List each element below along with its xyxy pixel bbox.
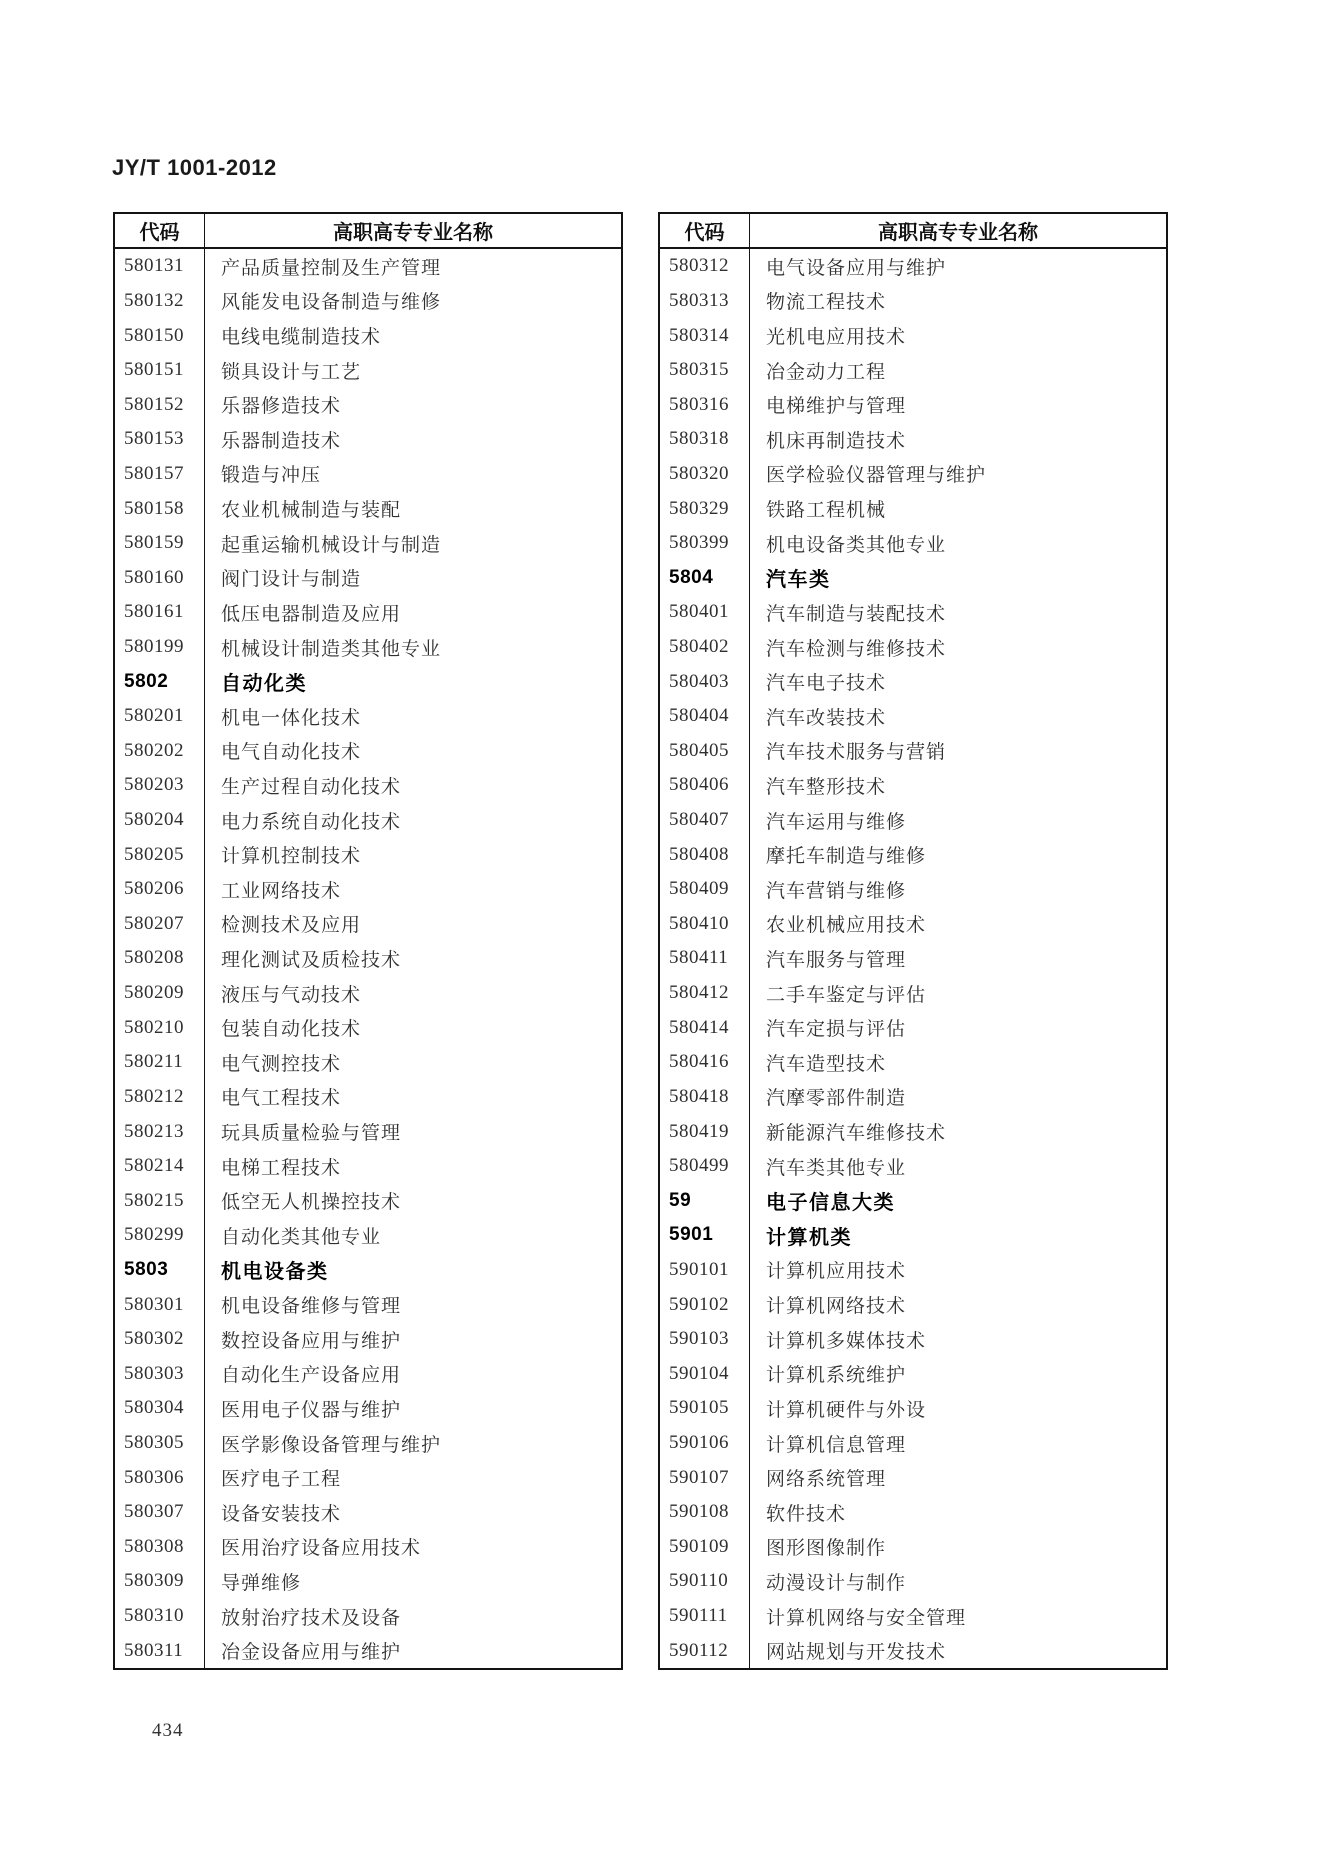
major-name-cell: 机电设备类其他专业: [766, 534, 947, 556]
major-code-cell: 5901: [660, 1218, 750, 1253]
major-code-cell: 580304: [115, 1391, 205, 1426]
major-name-cell: 乐器制造技术: [221, 430, 342, 452]
table-row: [115, 1218, 621, 1253]
major-name-cell: 自动化生产设备应用: [221, 1365, 402, 1387]
major-name-cell: 计算机类: [766, 1226, 852, 1249]
table-row: [115, 734, 621, 769]
table-row: [660, 1114, 1166, 1149]
table-row: [115, 1564, 621, 1599]
major-code-cell: 580309: [115, 1564, 205, 1599]
table-row: [660, 699, 1166, 734]
table-row: [115, 560, 621, 595]
name-column-header: 高职高专专业名称: [878, 222, 1038, 244]
major-code-cell: 580303: [115, 1357, 205, 1392]
table-row: [660, 630, 1166, 665]
table-row: [660, 837, 1166, 872]
major-name-cell: 汽车制造与装配技术: [766, 603, 947, 625]
table-row: [115, 318, 621, 353]
table-row: [115, 768, 621, 803]
major-code-cell: 580302: [115, 1322, 205, 1357]
major-name-cell: 计算机网络与安全管理: [766, 1607, 967, 1629]
table-row: [660, 560, 1166, 595]
major-name-cell: 电线电缆制造技术: [221, 327, 382, 349]
major-name-cell: 汽车营销与维修: [766, 880, 907, 902]
major-name-cell: 冶金设备应用与维护: [221, 1642, 402, 1664]
major-name-cell: 锁具设计与工艺: [221, 361, 362, 383]
major-code-cell: 580131: [115, 249, 205, 284]
major-code-cell: 580418: [660, 1080, 750, 1115]
table-row: [660, 353, 1166, 388]
major-name-cell: 生产过程自动化技术: [221, 776, 402, 798]
major-name-cell: 农业机械应用技术: [766, 915, 927, 937]
major-code-cell: 580305: [115, 1426, 205, 1461]
major-code-cell: 580208: [115, 941, 205, 976]
major-name-cell: 电梯工程技术: [221, 1157, 342, 1179]
major-name-cell: 汽车类其他专业: [766, 1157, 907, 1179]
major-code-cell: 590110: [660, 1564, 750, 1599]
major-name-cell: 乐器修造技术: [221, 396, 342, 418]
table-row: [115, 872, 621, 907]
major-name-cell: 工业网络技术: [221, 880, 342, 902]
table-row: [115, 1633, 621, 1668]
major-code-cell: 580320: [660, 457, 750, 492]
major-code-cell: 580419: [660, 1114, 750, 1149]
major-name-cell: 玩具质量检验与管理: [221, 1123, 402, 1145]
major-name-cell: 汽车整形技术: [766, 776, 887, 798]
major-name-cell: 阀门设计与制造: [221, 569, 362, 591]
table-row: [115, 1391, 621, 1426]
table-row: [660, 595, 1166, 630]
major-name-cell: 冶金动力工程: [766, 361, 887, 383]
major-name-cell: 汽摩零部件制造: [766, 1088, 907, 1110]
table-row: [660, 768, 1166, 803]
table-header-row: [660, 214, 1166, 249]
table-row: [660, 387, 1166, 422]
major-name-cell: 机电设备类: [221, 1261, 329, 1284]
major-name-cell: 医用电子仪器与维护: [221, 1399, 402, 1421]
table-row: [115, 941, 621, 976]
table-row: [660, 1564, 1166, 1599]
major-code-cell: 580158: [115, 491, 205, 526]
major-code-cell: 590104: [660, 1357, 750, 1392]
table-row: [660, 1322, 1166, 1357]
major-code-cell: 580203: [115, 768, 205, 803]
table-row: [660, 872, 1166, 907]
major-code-cell: 580408: [660, 837, 750, 872]
major-code-cell: 580306: [115, 1460, 205, 1495]
major-code-cell: 580209: [115, 976, 205, 1011]
table-row: [660, 1183, 1166, 1218]
table-row: [660, 664, 1166, 699]
standard-code: JY/T 1001-2012: [112, 155, 277, 180]
major-code-cell: 580205: [115, 837, 205, 872]
major-name-cell: 计算机多媒体技术: [766, 1330, 927, 1352]
major-name-cell: 放射治疗技术及设备: [221, 1607, 402, 1629]
table-row: [115, 803, 621, 838]
major-code-cell: 590105: [660, 1391, 750, 1426]
table-row: [115, 1253, 621, 1288]
table-row: [115, 1426, 621, 1461]
major-code-cell: 580307: [115, 1495, 205, 1530]
table-row: [115, 1080, 621, 1115]
table-row: [660, 976, 1166, 1011]
major-code-cell: 590109: [660, 1530, 750, 1565]
major-name-cell: 医疗电子工程: [221, 1469, 342, 1491]
table-row: [660, 284, 1166, 319]
table-row: [115, 1114, 621, 1149]
major-code-cell: 580310: [115, 1599, 205, 1634]
major-name-cell: 汽车检测与维修技术: [766, 638, 947, 660]
major-code-cell: 59: [660, 1183, 750, 1218]
major-code-cell: 590111: [660, 1599, 750, 1634]
major-name-cell: 农业机械制造与装配: [221, 500, 402, 522]
table-row: [115, 457, 621, 492]
major-code-cell: 580152: [115, 387, 205, 422]
table-row: [115, 595, 621, 630]
table-row: [115, 1149, 621, 1184]
code-column-header: 代码: [115, 214, 205, 247]
major-code-cell: 580499: [660, 1149, 750, 1184]
major-name-cell: 汽车服务与管理: [766, 949, 907, 971]
major-code-cell: 580416: [660, 1045, 750, 1080]
major-name-cell: 医用治疗设备应用技术: [221, 1538, 422, 1560]
table-row: [660, 249, 1166, 284]
major-code-cell: 590103: [660, 1322, 750, 1357]
major-code-cell: 580401: [660, 595, 750, 630]
major-name-cell: 计算机硬件与外设: [766, 1399, 927, 1421]
table-row: [660, 526, 1166, 561]
table-row: [115, 1530, 621, 1565]
major-code-cell: 580404: [660, 699, 750, 734]
major-code-cell: 590107: [660, 1460, 750, 1495]
major-name-cell: 自动化类: [221, 673, 307, 696]
major-name-cell: 图形图像制作: [766, 1538, 887, 1560]
major-code-cell: 580160: [115, 560, 205, 595]
major-code-cell: 580201: [115, 699, 205, 734]
major-code-cell: 580301: [115, 1287, 205, 1322]
table-row: [115, 699, 621, 734]
major-name-cell: 计算机网络技术: [766, 1296, 907, 1318]
major-code-cell: 580211: [115, 1045, 205, 1080]
table-row: [660, 457, 1166, 492]
major-name-cell: 电气设备应用与维护: [766, 257, 947, 279]
major-name-cell: 铁路工程机械: [766, 500, 887, 522]
table-row: [115, 1183, 621, 1218]
table-row: [660, 1287, 1166, 1322]
major-name-cell: 机械设计制造类其他专业: [221, 638, 442, 660]
major-name-cell: 计算机信息管理: [766, 1434, 907, 1456]
table-body-left: [115, 249, 621, 1668]
table-row: [115, 1599, 621, 1634]
major-name-cell: 电力系统自动化技术: [221, 811, 402, 833]
table-row: [115, 1045, 621, 1080]
table-row: [115, 1287, 621, 1322]
table-row: [115, 1495, 621, 1530]
major-code-cell: 580318: [660, 422, 750, 457]
table-row: [115, 353, 621, 388]
table-row: [660, 1530, 1166, 1565]
major-name-cell: 汽车类: [766, 569, 831, 592]
code-column-header: 代码: [660, 214, 750, 247]
major-code-cell: 580207: [115, 907, 205, 942]
table-row: [115, 1460, 621, 1495]
major-name-cell: 网络系统管理: [766, 1469, 887, 1491]
table-row: [660, 907, 1166, 942]
table-row: [115, 491, 621, 526]
major-name-cell: 电气自动化技术: [221, 742, 362, 764]
major-name-cell: 医学检验仪器管理与维护: [766, 465, 987, 487]
table-row: [660, 803, 1166, 838]
major-code-cell: 580412: [660, 976, 750, 1011]
major-code-cell: 580150: [115, 318, 205, 353]
major-table-left: [113, 212, 623, 1670]
major-code-cell: 580329: [660, 491, 750, 526]
major-name-cell: 软件技术: [766, 1503, 847, 1525]
major-code-cell: 580406: [660, 768, 750, 803]
major-code-cell: 580210: [115, 1010, 205, 1045]
major-name-cell: 电气测控技术: [221, 1053, 342, 1075]
major-name-cell: 电梯维护与管理: [766, 396, 907, 418]
table-row: [660, 941, 1166, 976]
major-code-cell: 580153: [115, 422, 205, 457]
major-name-cell: 导弹维修: [221, 1572, 302, 1594]
major-code-cell: 590106: [660, 1426, 750, 1461]
page-number: 434: [152, 1720, 184, 1741]
major-code-cell: 5803: [115, 1253, 205, 1288]
major-name-cell: 计算机控制技术: [221, 846, 362, 868]
major-name-cell: 电子信息大类: [766, 1192, 895, 1215]
major-name-cell: 新能源汽车维修技术: [766, 1123, 947, 1145]
table-row: [115, 387, 621, 422]
major-name-cell: 低空无人机操控技术: [221, 1192, 402, 1214]
major-code-cell: 590112: [660, 1633, 750, 1668]
major-code-cell: 580409: [660, 872, 750, 907]
major-name-cell: 机电一体化技术: [221, 707, 362, 729]
major-name-cell: 计算机应用技术: [766, 1261, 907, 1283]
major-code-cell: 580299: [115, 1218, 205, 1253]
major-name-cell: 液压与气动技术: [221, 984, 362, 1006]
major-code-cell: 580212: [115, 1080, 205, 1115]
table-row: [660, 1080, 1166, 1115]
major-name-cell: 汽车电子技术: [766, 673, 887, 695]
major-code-cell: 580402: [660, 630, 750, 665]
table-row: [115, 907, 621, 942]
major-code-cell: 580157: [115, 457, 205, 492]
table-row: [115, 1010, 621, 1045]
major-name-cell: 二手车鉴定与评估: [766, 984, 927, 1006]
table-row: [660, 1495, 1166, 1530]
table-row: [115, 837, 621, 872]
table-row: [660, 1149, 1166, 1184]
major-code-cell: 590101: [660, 1253, 750, 1288]
table-body-right: [660, 249, 1166, 1668]
table-row: [115, 284, 621, 319]
major-name-cell: 产品质量控制及生产管理: [221, 257, 442, 279]
table-row: [660, 1633, 1166, 1668]
major-code-cell: 580315: [660, 353, 750, 388]
major-name-cell: 低压电器制造及应用: [221, 603, 402, 625]
major-code-cell: 580206: [115, 872, 205, 907]
major-name-cell: 风能发电设备制造与维修: [221, 292, 442, 314]
major-name-cell: 汽车改装技术: [766, 707, 887, 729]
table-row: [115, 1357, 621, 1392]
major-name-cell: 计算机系统维护: [766, 1365, 907, 1387]
major-name-cell: 电气工程技术: [221, 1088, 342, 1110]
major-code-cell: 5802: [115, 664, 205, 699]
major-code-cell: 580204: [115, 803, 205, 838]
table-row: [660, 1460, 1166, 1495]
table-row: [115, 526, 621, 561]
major-code-cell: 5804: [660, 560, 750, 595]
major-name-cell: 物流工程技术: [766, 292, 887, 314]
major-name-cell: 汽车造型技术: [766, 1053, 887, 1075]
major-code-cell: 580161: [115, 595, 205, 630]
table-row: [115, 630, 621, 665]
major-name-cell: 汽车运用与维修: [766, 811, 907, 833]
table-row: [660, 1253, 1166, 1288]
major-name-cell: 理化测试及质检技术: [221, 949, 402, 971]
major-name-cell: 起重运输机械设计与制造: [221, 534, 442, 556]
major-code-cell: 580199: [115, 630, 205, 665]
table-row: [660, 734, 1166, 769]
major-name-cell: 动漫设计与制作: [766, 1572, 907, 1594]
table-row: [115, 422, 621, 457]
major-name-cell: 网站规划与开发技术: [766, 1642, 947, 1664]
major-code-cell: 580405: [660, 734, 750, 769]
major-code-cell: 590102: [660, 1287, 750, 1322]
major-code-cell: 580313: [660, 284, 750, 319]
major-code-cell: 590108: [660, 1495, 750, 1530]
table-row: [660, 491, 1166, 526]
table-row: [660, 1010, 1166, 1045]
major-name-cell: 汽车定损与评估: [766, 1019, 907, 1041]
table-row: [660, 1426, 1166, 1461]
major-code-cell: 580410: [660, 907, 750, 942]
table-row: [660, 422, 1166, 457]
major-name-cell: 机床再制造技术: [766, 430, 907, 452]
major-code-cell: 580414: [660, 1010, 750, 1045]
major-name-cell: 汽车技术服务与营销: [766, 742, 947, 764]
major-name-cell: 自动化类其他专业: [221, 1226, 382, 1248]
major-code-cell: 580316: [660, 387, 750, 422]
major-code-cell: 580311: [115, 1633, 205, 1668]
table-row: [660, 1357, 1166, 1392]
major-name-cell: 数控设备应用与维护: [221, 1330, 402, 1352]
major-name-cell: 检测技术及应用: [221, 915, 362, 937]
major-table-right: [658, 212, 1168, 1670]
table-row: [660, 1599, 1166, 1634]
table-row: [660, 318, 1166, 353]
major-name-cell: 光机电应用技术: [766, 327, 907, 349]
major-code-cell: 580403: [660, 664, 750, 699]
major-code-cell: 580312: [660, 249, 750, 284]
major-code-cell: 580151: [115, 353, 205, 388]
major-name-cell: 摩托车制造与维修: [766, 846, 927, 868]
major-code-cell: 580202: [115, 734, 205, 769]
table-row: [660, 1218, 1166, 1253]
major-name-cell: 医学影像设备管理与维护: [221, 1434, 442, 1456]
major-code-cell: 580213: [115, 1114, 205, 1149]
major-code-cell: 580308: [115, 1530, 205, 1565]
table-row: [115, 976, 621, 1011]
name-column-header: 高职高专专业名称: [333, 222, 493, 244]
major-code-cell: 580215: [115, 1183, 205, 1218]
major-code-cell: 580132: [115, 284, 205, 319]
major-code-cell: 580399: [660, 526, 750, 561]
major-code-cell: 580214: [115, 1149, 205, 1184]
major-code-cell: 580159: [115, 526, 205, 561]
table-row: [115, 664, 621, 699]
table-row: [660, 1391, 1166, 1426]
major-code-cell: 580407: [660, 803, 750, 838]
major-name-cell: 设备安装技术: [221, 1503, 342, 1525]
table-row: [115, 1322, 621, 1357]
major-code-cell: 580314: [660, 318, 750, 353]
table-header-row: [115, 214, 621, 249]
major-name-cell: 包装自动化技术: [221, 1019, 362, 1041]
major-name-cell: 机电设备维修与管理: [221, 1296, 402, 1318]
major-code-cell: 580411: [660, 941, 750, 976]
table-row: [660, 1045, 1166, 1080]
table-row: [115, 249, 621, 284]
major-name-cell: 锻造与冲压: [221, 465, 322, 487]
